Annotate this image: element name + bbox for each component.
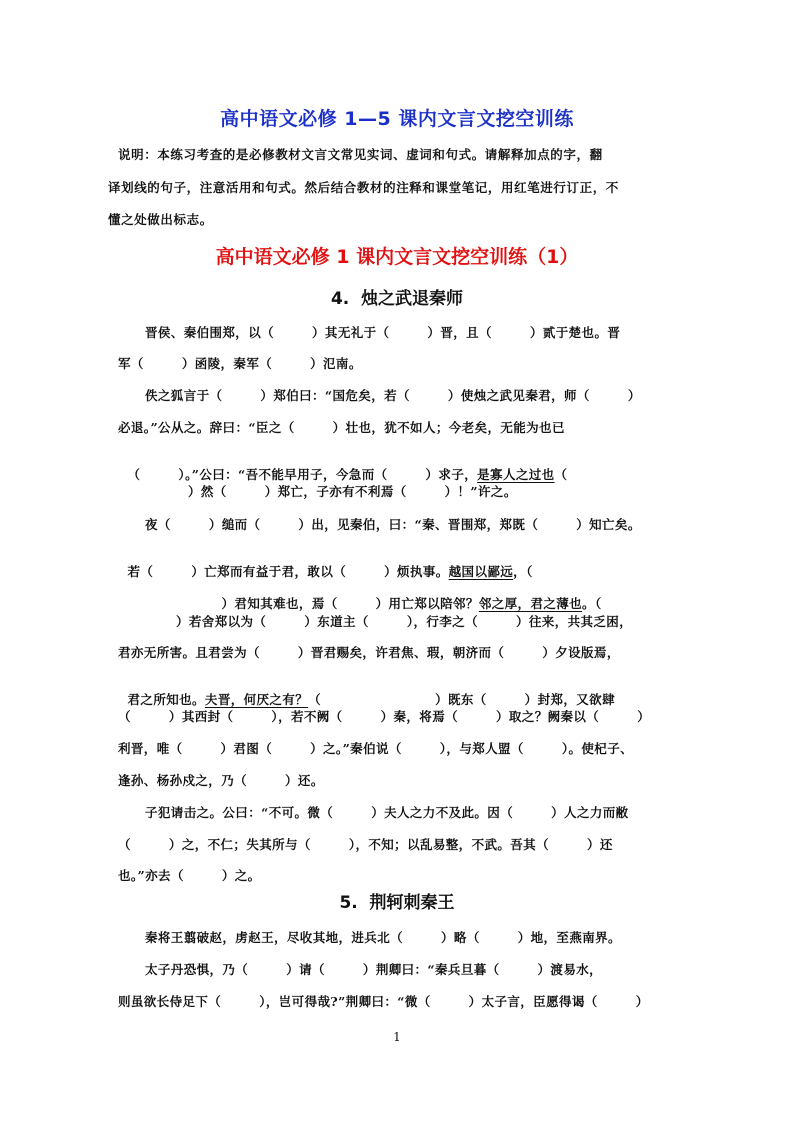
text-line: 子犯请击之。公曰：“不可。微（ ）夫人之力不及此。因（ ）人之力而敝 — [145, 805, 629, 820]
text-line: 君亦无所害。且君尝为（ ）晋君赐矣，许君焦、瑕，朝济而（ ）夕设版焉， — [118, 645, 620, 660]
text-line: 军（ ）函陵，秦军（ ）氾南。 — [118, 356, 362, 371]
text-line: 太子丹恐惧，乃（ ）请（ ）荆卿曰：“秦兵旦暮（ ）渡易水， — [145, 962, 603, 977]
underlined-sentence: 越国以鄙远 — [448, 564, 514, 579]
text-segment: （ ）。”公曰：“吾不能早用子，今急而（ ）求子， — [127, 467, 478, 482]
text-segment: 君之所知也。 — [127, 692, 205, 707]
page-number: 1 — [393, 1030, 401, 1044]
text-line — [118, 450, 567, 483]
text-segment: （ ）既东（ ）封郑，又欲肆 — [308, 692, 615, 707]
text-line — [118, 675, 615, 708]
text-segment: 。（ — [582, 596, 602, 611]
text-line — [118, 547, 533, 580]
text-line: （ ）其西封（ ），若不阙（ ）秦，将焉（ ）取之？阙秦以（ ） — [118, 709, 651, 724]
underlined-sentence: 是寡人之过也 — [477, 467, 555, 482]
instruction-line-1: 说明：本练习考查的是必修教材文言文常见实词、虚词和句式。请解释加点的字，翻 — [118, 147, 603, 162]
text-line — [212, 579, 602, 612]
text-segment: ）君知其难也，焉（ ）用亡郑以陪邻？ — [221, 596, 479, 611]
text-line: 佚之狐言于（ ）郑伯曰：“国危矣，若（ ）使烛之武见秦君，师（ ） — [145, 388, 641, 403]
instruction-line-3: 懂之处做出标志。 — [108, 212, 213, 227]
text-line: （ ）之，不仁；失其所与（ ），不知；以乱易整，不武。吾其（ ）还 — [118, 837, 613, 852]
text-line: 晋侯、秦伯围郑，以（ ）其无礼于（ ）晋，且（ ）贰于楚也。晋 — [145, 325, 621, 340]
text-line: 逢孙、杨孙戍之，乃（ ）还。 — [118, 773, 324, 788]
text-line: 也。”亦去（ ）之。 — [118, 868, 261, 883]
document-title: 高中语文必修 1—5 课内文言文挖空训练 — [220, 108, 574, 130]
text-line: ）若舍郑以为（ ）东道主（ ），行李之（ ）往来，共其乏困， — [176, 614, 633, 629]
text-line: 必退。”公从之。辞曰：“臣之（ ）壮也，犹不如人；今老矣，无能为也已 — [118, 420, 565, 435]
chapter-title-5: 5. 荆轲刺秦王 — [339, 893, 455, 913]
text-line: ）然（ ）郑亡，子亦有不利焉（ ）！”许之。 — [188, 484, 517, 499]
text-line: 则虽欲长侍足下（ ），岂可得哉?”荆卿曰：“微（ ）太子言，臣愿得谒（ ） — [118, 994, 649, 1009]
text-line: 秦将王翦破赵，虏赵王，尽收其地，进兵北（ ）略（ ）地，至燕南界。 — [145, 930, 621, 945]
underlined-sentence: 邻之厚，君之薄也 — [478, 596, 583, 611]
section-title: 高中语文必修 1 课内文言文挖空训练（1） — [215, 246, 579, 268]
text-segment: （ — [554, 467, 568, 482]
instruction-line-2: 译划线的句子，注意活用和句式。然后结合教材的注释和课堂笔记，用红笔进行订正，不 — [108, 180, 619, 195]
chapter-title-4: 4. 烛之武退秦师 — [330, 289, 464, 309]
text-line: 夜（ ）缒而（ ）出，见秦伯，曰：“秦、晋围郑，郑既（ ）知亡矣。 — [145, 517, 641, 532]
text-segment: ，（ — [513, 564, 533, 579]
text-segment: 若（ ）亡郑而有益于君，敢以（ ）烦执事。 — [127, 564, 449, 579]
text-line: 利晋，唯（ ）君图（ ）之。”秦伯说（ ），与郑人盟（ ）。使杞子、 — [118, 741, 633, 756]
underlined-sentence: 夫晋，何厌之有？ — [204, 692, 309, 707]
